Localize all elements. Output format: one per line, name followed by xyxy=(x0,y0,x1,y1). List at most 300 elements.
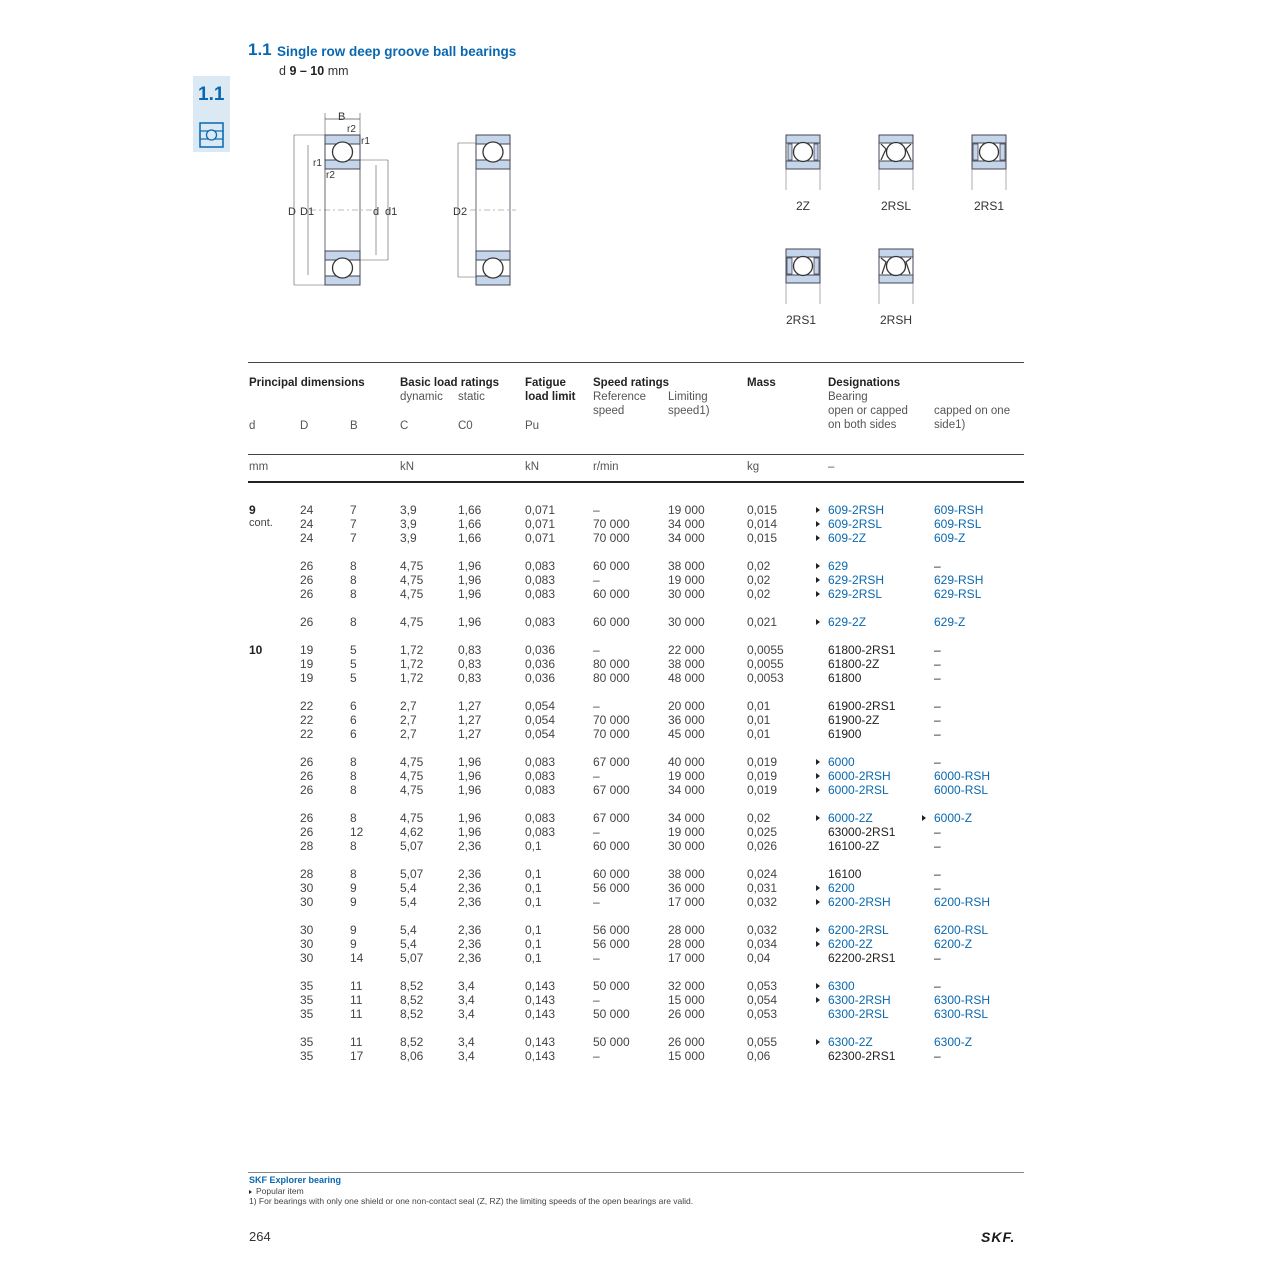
cell-c: 4,75 xyxy=(400,755,424,769)
designation-capped-one-side: – xyxy=(934,699,941,713)
cell-c0: 1,96 xyxy=(458,587,482,601)
cell-c0: 1,66 xyxy=(458,517,482,531)
unit-mm: mm xyxy=(249,461,269,473)
popular-arrow-icon xyxy=(816,787,820,793)
cell-mass: 0,019 xyxy=(747,783,778,797)
popular-arrow-icon xyxy=(816,535,820,541)
designation-open-capped: 6000-2RSL xyxy=(828,783,889,797)
cell-b: 14 xyxy=(350,951,364,965)
cell-d: 26 xyxy=(300,559,314,573)
header-dynamic: dynamic xyxy=(400,391,443,403)
label-r1-top: r1 xyxy=(361,136,370,147)
cell-pu: 0,071 xyxy=(525,531,556,545)
cell-b: 11 xyxy=(350,1035,363,1049)
cell-lim: 30 000 xyxy=(668,839,705,853)
cell-c: 4,75 xyxy=(400,559,424,573)
designation-capped-one-side: 629-RSL xyxy=(934,587,982,601)
cell-lim: 38 000 xyxy=(668,559,705,573)
popular-arrow-icon xyxy=(816,759,820,765)
cell-c0: 3,4 xyxy=(458,1049,475,1063)
cell-lim: 28 000 xyxy=(668,937,705,951)
designation-capped-one-side: – xyxy=(934,657,941,671)
cell-ref: 60 000 xyxy=(593,867,630,881)
header-bearing: Bearing xyxy=(828,391,868,403)
cell-c: 4,75 xyxy=(400,811,424,825)
cell-b: 8 xyxy=(350,615,357,629)
cell-b: 12 xyxy=(350,825,364,839)
cell-c: 5,4 xyxy=(400,881,417,895)
cell-pu: 0,083 xyxy=(525,769,556,783)
bore-diameter: 10 xyxy=(249,643,263,657)
cell-pu: 0,143 xyxy=(525,1049,556,1063)
popular-arrow-icon xyxy=(816,1039,820,1045)
bearing-cross-section-diagram xyxy=(280,105,520,295)
cell-b: 8 xyxy=(350,559,357,573)
variant-label: 2RSH xyxy=(879,313,912,327)
cell-mass: 0,0053 xyxy=(747,671,784,685)
cell-ref: 60 000 xyxy=(593,587,630,601)
cell-mass: 0,014 xyxy=(747,517,778,531)
skf-logo: SKF. xyxy=(981,1229,1016,1245)
cell-ref: – xyxy=(593,825,600,839)
cell-c: 1,72 xyxy=(400,643,424,657)
cell-b: 7 xyxy=(350,503,357,517)
symbol-B: B xyxy=(350,420,358,432)
label-D1: D1 xyxy=(300,206,315,218)
label-B: B xyxy=(338,111,346,123)
designation-capped-one-side: 629-RSH xyxy=(934,573,984,587)
designation-capped-one-side: – xyxy=(934,671,941,685)
cell-c: 3,9 xyxy=(400,531,417,545)
variant-label: 2RSL xyxy=(880,199,912,213)
subtitle-symbol: d xyxy=(279,64,286,78)
designation-capped-one-side: 6000-RSH xyxy=(934,769,991,783)
designation-open-capped: 61800 xyxy=(828,671,862,685)
cell-ref: 70 000 xyxy=(593,727,630,741)
cell-ref: – xyxy=(593,895,600,909)
cell-pu: 0,1 xyxy=(525,881,542,895)
cell-b: 9 xyxy=(350,923,357,937)
section-title: Single row deep groove ball bearings xyxy=(277,44,517,59)
cell-pu: 0,054 xyxy=(525,699,556,713)
designation-open-capped: 62200-2RS1 xyxy=(828,951,896,965)
page-number: 264 xyxy=(249,1229,271,1244)
designation-open-capped: 61900 xyxy=(828,727,862,741)
symbol-C0: C0 xyxy=(458,420,473,432)
cell-c0: 2,36 xyxy=(458,951,482,965)
label-d: d xyxy=(373,206,380,218)
cell-c0: 0,83 xyxy=(458,671,482,685)
cell-b: 9 xyxy=(350,881,357,895)
cell-b: 8 xyxy=(350,769,357,783)
cell-ref: 80 000 xyxy=(593,671,630,685)
cell-pu: 0,143 xyxy=(525,1035,556,1049)
cell-ref: 70 000 xyxy=(593,517,630,531)
cell-mass: 0,024 xyxy=(747,867,778,881)
cell-ref: – xyxy=(593,951,600,965)
cell-ref: – xyxy=(593,643,600,657)
cell-c0: 2,36 xyxy=(458,895,482,909)
header-fatigue-2: load limit xyxy=(525,391,576,403)
cell-b: 6 xyxy=(350,699,357,713)
cell-lim: 38 000 xyxy=(668,867,705,881)
side-section-tab[interactable] xyxy=(193,76,230,152)
cell-pu: 0,083 xyxy=(525,825,556,839)
subtitle-unit: mm xyxy=(327,64,349,78)
cell-pu: 0,083 xyxy=(525,755,556,769)
cell-pu: 0,071 xyxy=(525,517,556,531)
cell-d: 26 xyxy=(300,769,314,783)
cell-c: 5,4 xyxy=(400,895,417,909)
cell-lim: 19 000 xyxy=(668,573,705,587)
cell-mass: 0,02 xyxy=(747,587,771,601)
footer-popular-text: Popular item xyxy=(256,1186,304,1196)
cell-d: 35 xyxy=(300,993,314,1007)
table-top-rule xyxy=(248,362,1024,363)
cell-c: 8,06 xyxy=(400,1049,424,1063)
designation-capped-one-side: – xyxy=(934,1049,941,1063)
cell-ref: 56 000 xyxy=(593,937,630,951)
unit-kn-fatigue: kN xyxy=(525,461,540,473)
label-d1: d1 xyxy=(385,206,398,218)
cell-lim: 30 000 xyxy=(668,587,705,601)
cell-b: 8 xyxy=(350,867,357,881)
cell-c: 5,07 xyxy=(400,867,424,881)
cell-c0: 2,36 xyxy=(458,937,482,951)
cell-c: 4,75 xyxy=(400,573,424,587)
designation-open-capped: 16100 xyxy=(828,867,862,881)
cell-d: 26 xyxy=(300,825,314,839)
cell-d: 24 xyxy=(300,503,314,517)
variant-label: 2RS1 xyxy=(973,199,1005,213)
cell-c0: 1,96 xyxy=(458,811,482,825)
cell-pu: 0,1 xyxy=(525,951,542,965)
cell-mass: 0,055 xyxy=(747,1035,778,1049)
cell-ref: 50 000 xyxy=(593,1035,630,1049)
cell-d: 35 xyxy=(300,1007,314,1021)
cell-mass: 0,054 xyxy=(747,993,778,1007)
cell-b: 7 xyxy=(350,531,357,545)
cell-ref: 56 000 xyxy=(593,923,630,937)
cell-lim: 19 000 xyxy=(668,503,705,517)
cell-lim: 34 000 xyxy=(668,811,705,825)
cell-b: 5 xyxy=(350,643,357,657)
cell-pu: 0,083 xyxy=(525,615,556,629)
cell-pu: 0,083 xyxy=(525,783,556,797)
header-basic-load-ratings: Basic load ratings xyxy=(400,377,500,389)
symbol-d: d xyxy=(249,420,256,432)
cell-c0: 1,27 xyxy=(458,699,482,713)
section-number: 1.1 xyxy=(248,40,272,59)
cell-ref: 67 000 xyxy=(593,755,630,769)
cell-b: 8 xyxy=(350,573,357,587)
cell-c: 2,7 xyxy=(400,713,417,727)
popular-arrow-icon xyxy=(816,773,820,779)
cell-b: 5 xyxy=(350,671,357,685)
cell-lim: 17 000 xyxy=(668,951,705,965)
cell-d: 26 xyxy=(300,573,314,587)
cell-ref: 60 000 xyxy=(593,839,630,853)
cell-c: 2,7 xyxy=(400,727,417,741)
cell-lim: 28 000 xyxy=(668,923,705,937)
designation-open-capped: 61900-2RS1 xyxy=(828,699,896,713)
cell-mass: 0,02 xyxy=(747,573,771,587)
footer-popular-item xyxy=(249,1186,304,1196)
section-subtitle xyxy=(279,64,349,78)
cell-pu: 0,083 xyxy=(525,587,556,601)
designation-open-capped: 6300-2Z xyxy=(828,1035,873,1049)
cell-mass: 0,015 xyxy=(747,531,778,545)
cell-c0: 1,96 xyxy=(458,783,482,797)
cell-c0: 1,27 xyxy=(458,713,482,727)
unit-kn-load: kN xyxy=(400,461,415,473)
designation-open-capped: 609-2RSL xyxy=(828,517,883,531)
cell-pu: 0,143 xyxy=(525,1007,556,1021)
cell-mass: 0,01 xyxy=(747,727,771,741)
header-reference-1: Reference xyxy=(593,391,647,403)
designation-open-capped: 61800-2RS1 xyxy=(828,643,896,657)
cell-c0: 2,36 xyxy=(458,881,482,895)
cell-mass: 0,053 xyxy=(747,979,778,993)
designation-capped-one-side: 6000-Z xyxy=(934,811,973,825)
cell-pu: 0,083 xyxy=(525,573,556,587)
footer-rule xyxy=(248,1172,1024,1173)
cell-c0: 0,83 xyxy=(458,657,482,671)
cell-d: 22 xyxy=(300,713,314,727)
designation-capped-one-side: – xyxy=(934,713,941,727)
cell-c: 8,52 xyxy=(400,993,424,1007)
cell-d: 19 xyxy=(300,643,314,657)
label-D2: D2 xyxy=(453,206,468,218)
cell-ref: 60 000 xyxy=(593,615,630,629)
cell-d: 24 xyxy=(300,531,314,545)
popular-arrow-icon xyxy=(816,507,820,513)
unit-speed: r/min xyxy=(593,461,619,473)
cell-ref: 56 000 xyxy=(593,881,630,895)
designation-capped-one-side: 6200-Z xyxy=(934,937,973,951)
cell-ref: 60 000 xyxy=(593,559,630,573)
cell-lim: 17 000 xyxy=(668,895,705,909)
designation-open-capped: 629-2RSL xyxy=(828,587,883,601)
cell-b: 11 xyxy=(350,993,363,1007)
designation-open-capped: 6300 xyxy=(828,979,855,993)
cell-lim: 40 000 xyxy=(668,755,705,769)
cell-d: 35 xyxy=(300,1049,314,1063)
cell-c: 5,07 xyxy=(400,839,424,853)
popular-arrow-icon xyxy=(816,899,820,905)
designation-open-capped: 6200 xyxy=(828,881,855,895)
label-r2-top: r2 xyxy=(347,124,356,135)
header-open-capped-2: on both sides xyxy=(828,419,897,431)
cell-b: 11 xyxy=(350,979,363,993)
cell-ref: 50 000 xyxy=(593,1007,630,1021)
cell-b: 6 xyxy=(350,727,357,741)
cell-c: 2,7 xyxy=(400,699,417,713)
popular-arrow-icon xyxy=(816,815,820,821)
popular-arrow-icon xyxy=(816,983,820,989)
designation-capped-one-side: – xyxy=(934,825,941,839)
designation-capped-one-side: – xyxy=(934,951,941,965)
designation-capped-one-side: – xyxy=(934,839,941,853)
designation-capped-one-side: 6300-RSL xyxy=(934,1007,989,1021)
cell-mass: 0,032 xyxy=(747,895,778,909)
designation-capped-one-side: – xyxy=(934,559,941,573)
cell-ref: 80 000 xyxy=(593,657,630,671)
header-designations: Designations xyxy=(828,377,901,389)
cell-ref: – xyxy=(593,1049,600,1063)
cell-c0: 2,36 xyxy=(458,867,482,881)
cell-b: 5 xyxy=(350,657,357,671)
cell-b: 8 xyxy=(350,755,357,769)
cell-lim: 45 000 xyxy=(668,727,705,741)
popular-arrow-icon xyxy=(816,941,820,947)
cell-lim: 34 000 xyxy=(668,783,705,797)
cell-c: 5,4 xyxy=(400,923,417,937)
cell-pu: 0,1 xyxy=(525,923,542,937)
cell-d: 22 xyxy=(300,727,314,741)
cell-lim: 48 000 xyxy=(668,671,705,685)
cell-mass: 0,01 xyxy=(747,699,771,713)
bearing-section-icon xyxy=(199,122,224,148)
designation-open-capped: 6200-2Z xyxy=(828,937,873,951)
cell-c0: 2,36 xyxy=(458,839,482,853)
designation-capped-one-side: 609-Z xyxy=(934,531,966,545)
cell-mass: 0,02 xyxy=(747,811,771,825)
designation-capped-one-side: 629-Z xyxy=(934,615,966,629)
cell-lim: 36 000 xyxy=(668,713,705,727)
designation-open-capped: 16100-2Z xyxy=(828,839,880,853)
seal-variant-diagrams xyxy=(780,130,1020,330)
cell-b: 11 xyxy=(350,1007,363,1021)
header-mass: Mass xyxy=(747,377,776,389)
unit-designation: – xyxy=(828,461,835,473)
cell-c: 8,52 xyxy=(400,1035,424,1049)
cell-c0: 3,4 xyxy=(458,979,475,993)
popular-arrow-icon xyxy=(816,521,820,527)
cell-ref: 67 000 xyxy=(593,811,630,825)
header-fatigue-1: Fatigue xyxy=(525,377,566,389)
cell-c0: 3,4 xyxy=(458,1035,475,1049)
cell-c: 8,52 xyxy=(400,979,424,993)
cell-c0: 1,96 xyxy=(458,615,482,629)
cell-c: 4,75 xyxy=(400,769,424,783)
subtitle-range: 9 – 10 xyxy=(289,64,325,78)
cell-mass: 0,01 xyxy=(747,713,771,727)
cell-c0: 1,66 xyxy=(458,531,482,545)
designation-open-capped: 6200-2RSL xyxy=(828,923,889,937)
symbol-D: D xyxy=(300,420,309,432)
cell-mass: 0,0055 xyxy=(747,657,784,671)
popular-arrow-icon xyxy=(249,1190,252,1194)
header-limiting-2: speed1) xyxy=(668,405,710,417)
cell-pu: 0,036 xyxy=(525,643,556,657)
header-reference-2: speed xyxy=(593,405,625,417)
designation-capped-one-side: 609-RSL xyxy=(934,517,982,531)
cell-d: 26 xyxy=(300,755,314,769)
cell-lim: 38 000 xyxy=(668,657,705,671)
cell-pu: 0,036 xyxy=(525,671,556,685)
cell-lim: 19 000 xyxy=(668,769,705,783)
symbol-Pu: Pu xyxy=(525,420,540,432)
cell-mass: 0,04 xyxy=(747,951,771,965)
cell-pu: 0,054 xyxy=(525,713,556,727)
popular-arrow-icon xyxy=(816,997,820,1003)
table-header-rule xyxy=(248,454,1024,455)
bore-diameter: 9 xyxy=(249,503,256,517)
side-tab-number: 1.1 xyxy=(198,84,225,105)
cell-pu: 0,036 xyxy=(525,657,556,671)
cell-pu: 0,1 xyxy=(525,937,542,951)
label-r2-left: r2 xyxy=(326,170,335,181)
cell-c: 8,52 xyxy=(400,1007,424,1021)
cell-c: 3,9 xyxy=(400,517,417,531)
cell-c: 4,75 xyxy=(400,587,424,601)
designation-open-capped: 63000-2RS1 xyxy=(828,825,896,839)
unit-mass: kg xyxy=(747,461,760,473)
cell-lim: 15 000 xyxy=(668,993,705,1007)
cell-mass: 0,025 xyxy=(747,825,778,839)
cell-d: 26 xyxy=(300,783,314,797)
designation-open-capped: 6300-2RSL xyxy=(828,1007,889,1021)
cell-b: 9 xyxy=(350,937,357,951)
cell-pu: 0,1 xyxy=(525,839,542,853)
cell-b: 8 xyxy=(350,587,357,601)
cell-pu: 0,1 xyxy=(525,867,542,881)
cell-lim: 22 000 xyxy=(668,643,705,657)
cell-pu: 0,083 xyxy=(525,559,556,573)
cell-d: 35 xyxy=(300,979,314,993)
designation-capped-one-side: – xyxy=(934,881,941,895)
header-static: static xyxy=(458,391,485,403)
cell-c0: 1,66 xyxy=(458,503,482,517)
designation-open-capped: 629 xyxy=(828,559,849,573)
cell-c0: 1,27 xyxy=(458,727,482,741)
cell-ref: 50 000 xyxy=(593,979,630,993)
cell-mass: 0,02 xyxy=(747,559,771,573)
cell-lim: 34 000 xyxy=(668,517,705,531)
variant-label: 2RS1 xyxy=(785,313,817,327)
cell-mass: 0,06 xyxy=(747,1049,771,1063)
cell-mass: 0,053 xyxy=(747,1007,778,1021)
cell-c0: 3,4 xyxy=(458,1007,475,1021)
cell-lim: 36 000 xyxy=(668,881,705,895)
cell-lim: 20 000 xyxy=(668,699,705,713)
cell-mass: 0,031 xyxy=(747,881,778,895)
cell-ref: – xyxy=(593,769,600,783)
cell-mass: 0,034 xyxy=(747,937,778,951)
label-D: D xyxy=(288,206,296,218)
cell-mass: 0,019 xyxy=(747,769,778,783)
cell-ref: 70 000 xyxy=(593,531,630,545)
cell-pu: 0,1 xyxy=(525,895,542,909)
cell-b: 6 xyxy=(350,713,357,727)
cell-c0: 1,96 xyxy=(458,573,482,587)
footer-title: SKF Explorer bearing xyxy=(249,1175,342,1185)
designation-capped-one-side: – xyxy=(934,755,941,769)
cell-d: 19 xyxy=(300,671,314,685)
cell-ref: – xyxy=(593,503,600,517)
popular-arrow-icon xyxy=(816,619,820,625)
cell-d: 30 xyxy=(300,895,314,909)
designation-open-capped: 61900-2Z xyxy=(828,713,880,727)
designation-capped-one-side: 6200-RSH xyxy=(934,895,991,909)
designation-capped-one-side: 609-RSH xyxy=(934,503,984,517)
cell-b: 8 xyxy=(350,783,357,797)
variant-label: 2Z xyxy=(795,199,810,213)
designation-open-capped: 61800-2Z xyxy=(828,657,880,671)
designation-open-capped: 62300-2RS1 xyxy=(828,1049,896,1063)
cell-b: 8 xyxy=(350,811,357,825)
